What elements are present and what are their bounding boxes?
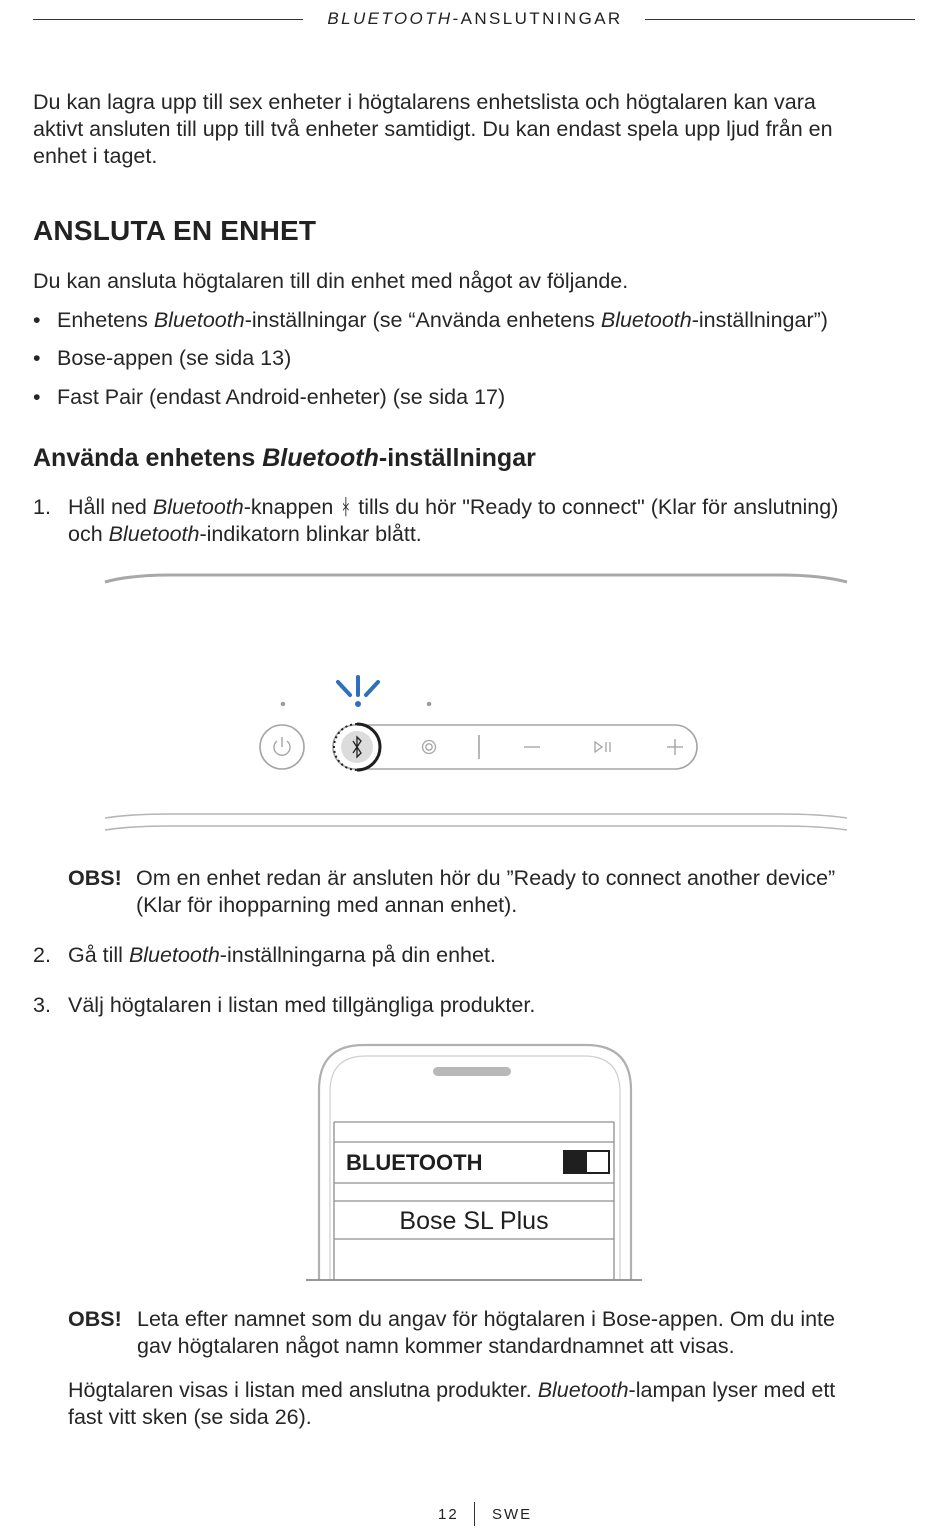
speaker-bottom-edge — [105, 826, 847, 830]
bluetooth-setting-label: BLUETOOTH — [346, 1150, 483, 1175]
step-text: Välj högtalaren i listan med tillgängliga produkter. — [68, 993, 536, 1017]
header-title-rest: -ANSLUTNINGAR — [452, 9, 623, 28]
closing-paragraph — [68, 1377, 835, 1431]
device-list-item[interactable]: Bose SL Plus — [399, 1207, 549, 1235]
header-title-italic: BLUETOOTH — [327, 9, 453, 28]
phone-speaker-slot — [433, 1067, 511, 1076]
indicator-light — [427, 702, 431, 706]
step-number: 1. — [33, 495, 51, 519]
note-label: OBS! — [68, 1307, 122, 1331]
speaker-top-edge — [105, 575, 847, 582]
note-line: Leta efter namnet som du angav för högtalaren i Bose-appen. Om du inte — [137, 1307, 835, 1331]
closing-line: Högtalaren visas i listan med anslutna produkter. Bluetooth-lampan lyser med ett — [68, 1378, 836, 1402]
bullet-dot: • — [33, 385, 41, 409]
control-bar — [333, 725, 697, 769]
subsection-heading: Använda enhetens Bluetooth-inställningar — [33, 444, 536, 472]
power-button — [260, 725, 304, 769]
note-line: gav högtalaren något namn kommer standardnamnet att visas. — [137, 1334, 735, 1358]
phone-illustration — [300, 1040, 650, 1285]
note-text — [136, 865, 835, 919]
intro-paragraph — [33, 89, 833, 170]
bullet-dot: • — [33, 308, 41, 332]
speaker-bottom-edge — [105, 814, 847, 818]
note-line: Om en enhet redan är ansluten hör du ”Ready to connect another device” — [136, 866, 836, 890]
step-number: 3. — [33, 993, 51, 1017]
bullet-text: Fast Pair (endast Android-enheter) (se sida 17) — [57, 385, 506, 409]
intro-line: enhet i taget. — [33, 144, 158, 168]
language-code: SWE — [492, 1506, 533, 1523]
closing-line: fast vitt sken (se sida 26). — [68, 1405, 312, 1429]
footer-divider — [474, 1502, 475, 1526]
speaker-illustration — [100, 568, 852, 838]
bullet-text: Bose-appen (se sida 13) — [57, 346, 292, 370]
note-label: OBS! — [68, 866, 122, 890]
step-number: 2. — [33, 943, 51, 967]
step-line: och Bluetooth-indikatorn blinkar blått. — [68, 522, 422, 546]
intro-line: Du kan lagra upp till sex enheter i högtalarens enhetslista och högtalaren kan vara — [33, 90, 816, 114]
bullet-dot: • — [33, 346, 41, 370]
indicator-light — [281, 702, 285, 706]
bluetooth-indicator-blinking — [338, 677, 378, 707]
section-heading: ANSLUTA EN ENHET — [33, 215, 317, 246]
section-lead: Du kan ansluta högtalaren till din enhet med något av följande. — [33, 269, 629, 293]
intro-line: aktivt ansluten till upp till två enheter samtidigt. Du kan endast spela upp ljud från en — [33, 117, 833, 141]
bluetooth-toggle-switch — [564, 1151, 609, 1173]
step-text: Gå till Bluetooth-inställningarna på din enhet. — [68, 943, 496, 967]
note-line: (Klar för ihopparning med annan enhet). — [136, 893, 518, 917]
bullet-text: Enhetens Bluetooth-inställningar (se “Använda enhetens Bluetooth-inställningar”) — [57, 308, 828, 332]
page-footer — [0, 1502, 950, 1530]
bluetooth-icon: ᚼ — [339, 495, 353, 519]
step-text — [68, 494, 838, 548]
step-line: Håll ned Bluetooth-knappen ᚼ tills du hör "Ready to connect" (Klar för anslutning) — [68, 495, 839, 519]
page-header — [0, 9, 950, 29]
page-number: 12 — [438, 1506, 459, 1523]
note-text — [137, 1306, 835, 1360]
